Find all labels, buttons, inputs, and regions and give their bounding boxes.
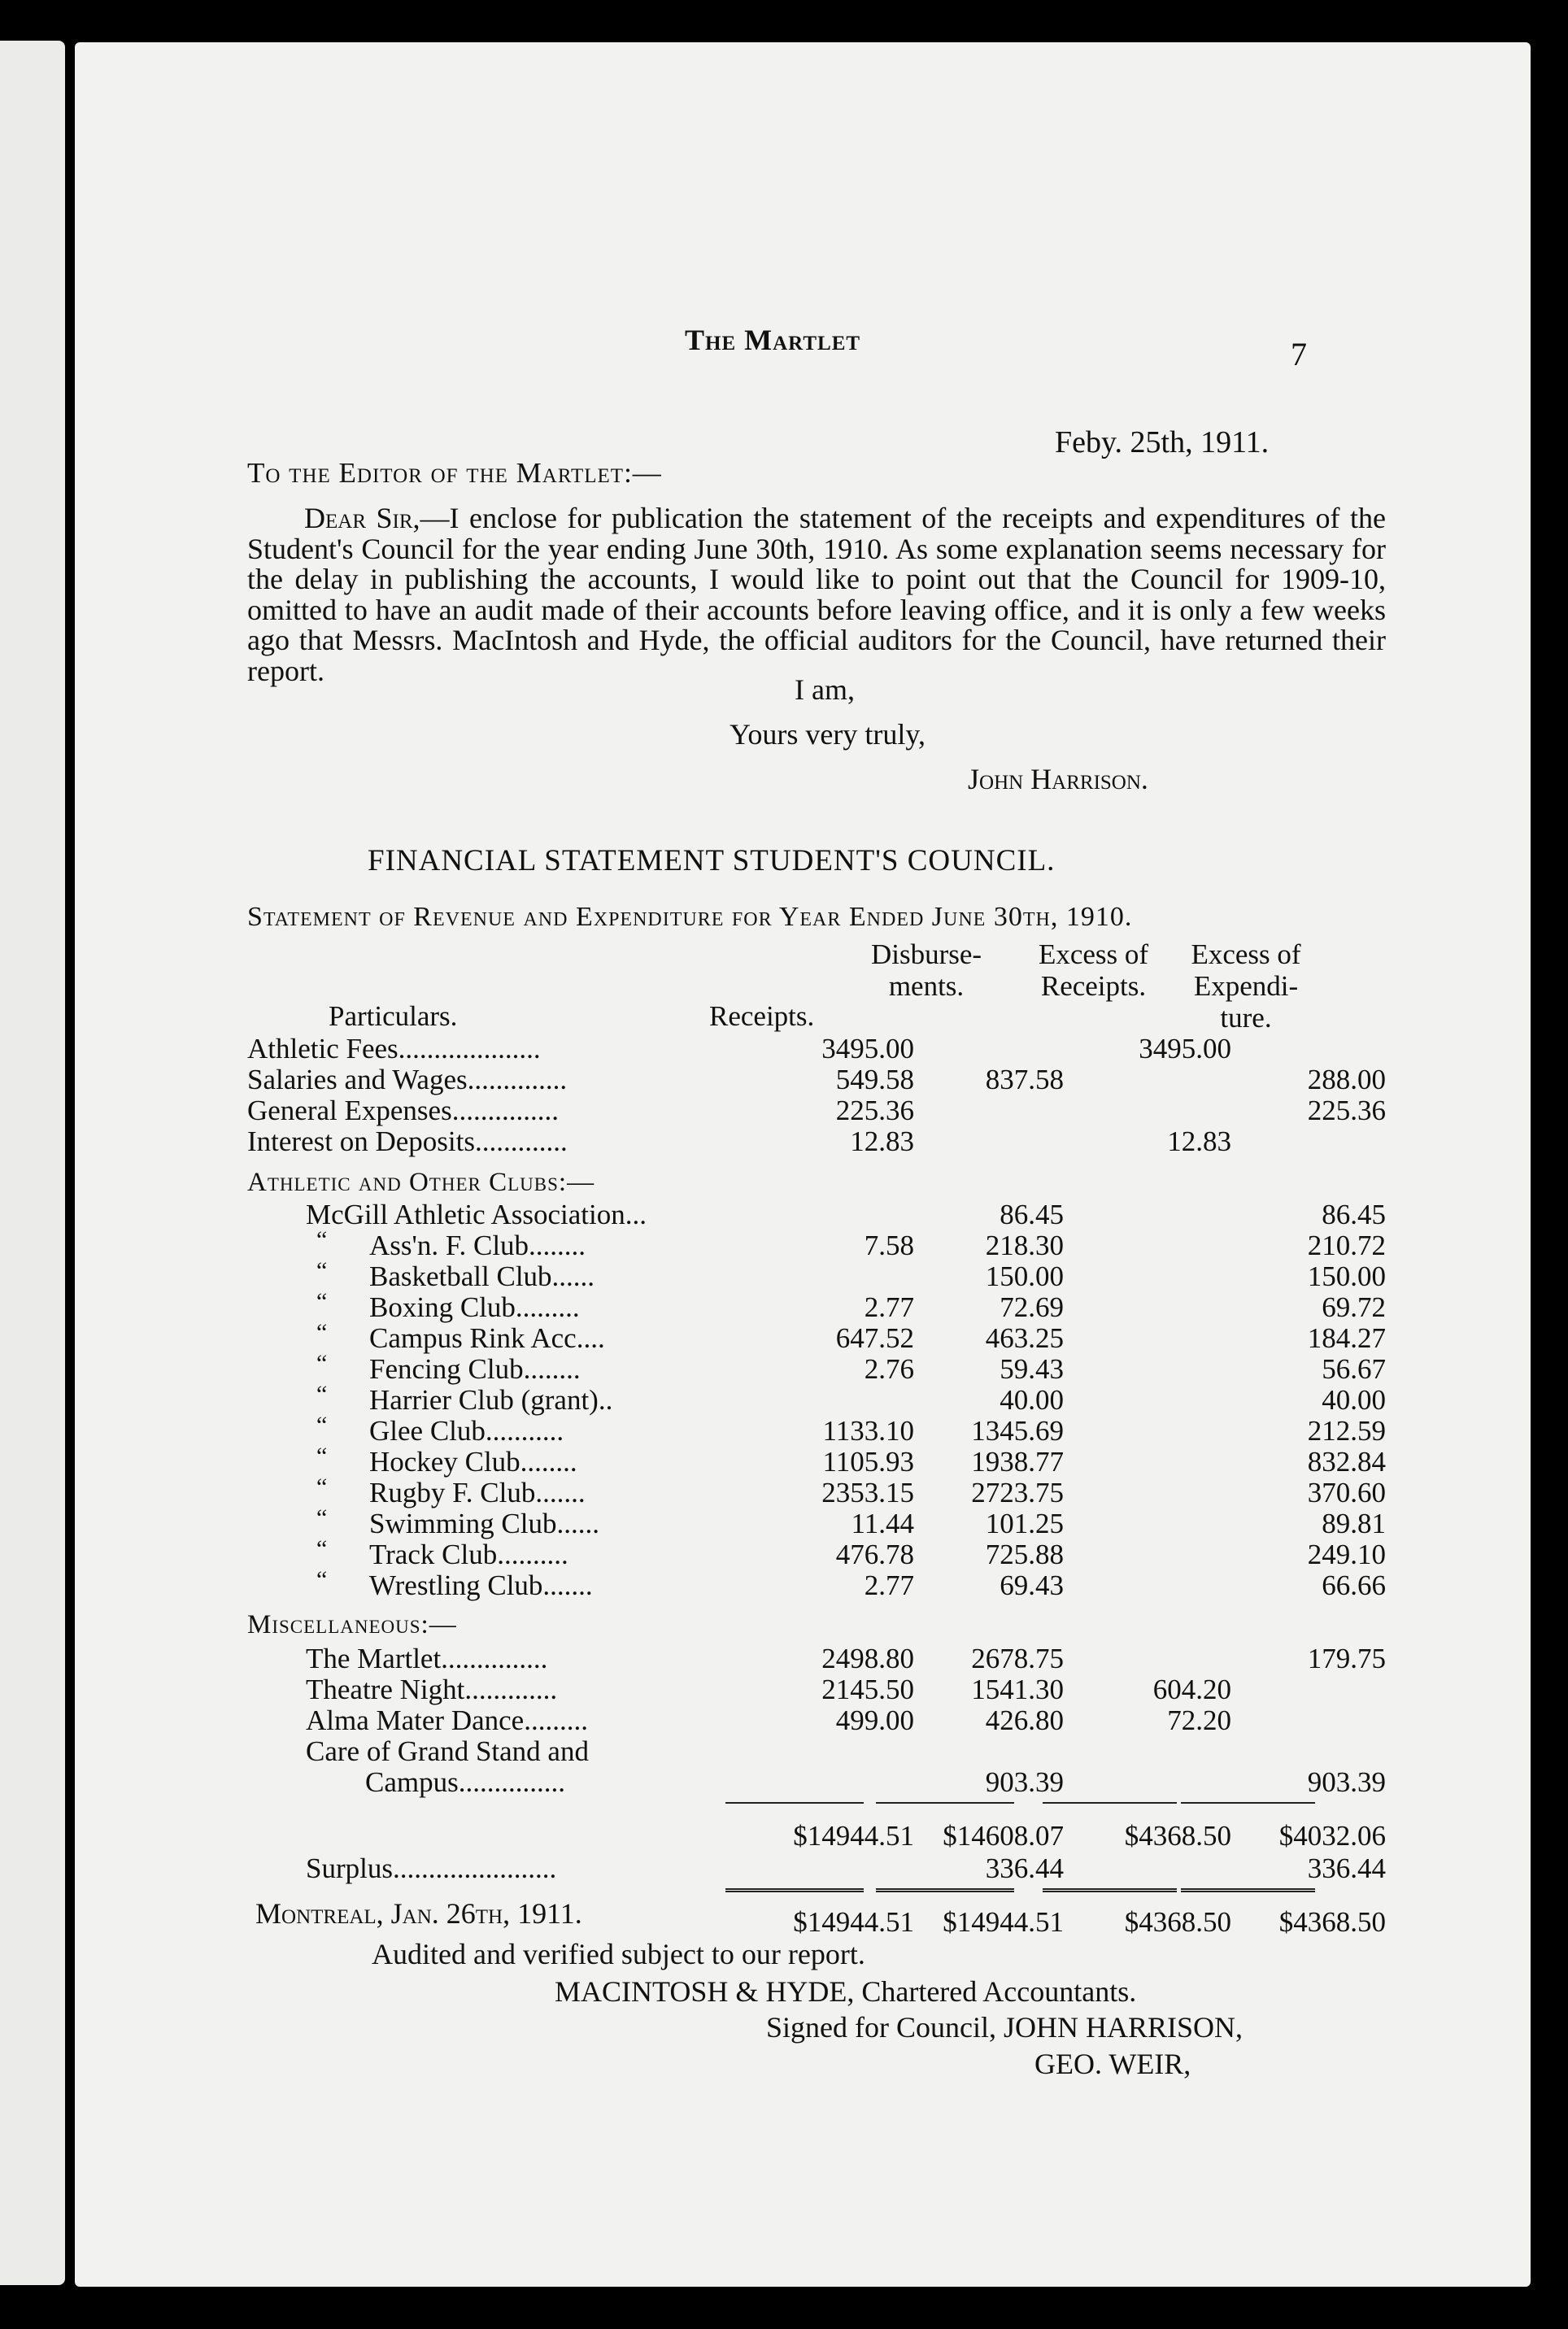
ditto-mark: “ bbox=[316, 1319, 328, 1346]
cell-disbursements: 72.69 bbox=[1000, 1291, 1064, 1323]
row-label: Care of Grand Stand and bbox=[306, 1735, 589, 1767]
cell-excess-expenditure: 210.72 bbox=[1307, 1230, 1386, 1261]
cell-receipts: 12.83 bbox=[850, 1125, 914, 1157]
letter-signature: John Harrison. bbox=[968, 763, 1148, 795]
place-date: Montreal, Jan. 26th, 1911. bbox=[255, 1897, 582, 1930]
ditto-mark: “ bbox=[316, 1443, 328, 1469]
running-header-title: The Martlet bbox=[685, 324, 861, 356]
ditto-mark: “ bbox=[316, 1257, 328, 1284]
cell-excess-expenditure: 89.81 bbox=[1322, 1508, 1386, 1539]
cell-excess-receipts: $4368.50 bbox=[1124, 1820, 1231, 1852]
table-row bbox=[247, 1095, 1402, 1125]
table-row bbox=[247, 1125, 1402, 1156]
row-label: Alma Mater Dance......... bbox=[306, 1704, 588, 1736]
letter-body-text: —I enclose for publication the statement of the receipts and expenditures of the Student's Council for the year ending June 30th, 1910. As some explanation seems necessary for the delay in publishing the accounts, I would like to point out that the Council for 1909-10, omitted to have an audit made of their accounts before leaving office, and it is only a few weeks ago that Messrs. MacIntosh and Hyde, the official auditors for the Council, have returned their report. bbox=[247, 502, 1386, 687]
cell-disbursements: 837.58 bbox=[985, 1064, 1064, 1095]
cell-excess-expenditure: 184.27 bbox=[1307, 1322, 1386, 1354]
column-rule bbox=[876, 1888, 1014, 1892]
auditors-line: MACINTOSH & HYDE, Chartered Accountants. bbox=[555, 1975, 1137, 2008]
cell-receipts: 2.77 bbox=[864, 1291, 914, 1323]
table-row bbox=[247, 1319, 1402, 1354]
cell-disbursements: $14608.07 bbox=[943, 1820, 1064, 1852]
table-row bbox=[247, 1643, 1402, 1673]
clubs-heading: Athletic and Other Clubs:— bbox=[247, 1168, 595, 1197]
cell-receipts: 476.78 bbox=[835, 1539, 914, 1570]
cell-excess-expenditure: 336.44 bbox=[1307, 1852, 1386, 1884]
ditto-mark: “ bbox=[316, 1288, 328, 1315]
cell-excess-expenditure: 56.67 bbox=[1322, 1353, 1386, 1385]
cell-excess-expenditure: 40.00 bbox=[1322, 1384, 1386, 1416]
cell-disbursements: 426.80 bbox=[985, 1704, 1064, 1736]
cell-excess-expenditure: 903.39 bbox=[1307, 1766, 1386, 1798]
column-rule bbox=[1181, 1802, 1315, 1804]
document-page bbox=[75, 42, 1531, 2287]
cell-receipts: 647.52 bbox=[835, 1322, 914, 1354]
row-label: Salaries and Wages.............. bbox=[247, 1064, 568, 1095]
cell-excess-receipts: $4368.50 bbox=[1124, 1906, 1231, 1938]
cell-disbursements: 336.44 bbox=[985, 1852, 1064, 1884]
table-row bbox=[247, 1412, 1402, 1447]
cell-excess-expenditure: 288.00 bbox=[1307, 1064, 1386, 1095]
row-label: Harrier Club (grant).. bbox=[369, 1384, 613, 1416]
cell-receipts: 2498.80 bbox=[821, 1643, 914, 1674]
table-row bbox=[247, 1766, 1402, 1796]
statement-subtitle: Statement of Revenue and Expenditure for Year Ended June 30th, 1910. bbox=[247, 902, 1133, 932]
cell-excess-expenditure: 370.60 bbox=[1307, 1477, 1386, 1508]
cell-excess-expenditure: 249.10 bbox=[1307, 1539, 1386, 1570]
table-row bbox=[247, 1033, 1402, 1063]
row-label: Fencing Club........ bbox=[369, 1353, 581, 1385]
column-rule bbox=[725, 1802, 864, 1804]
row-label: Theatre Night............. bbox=[306, 1674, 558, 1705]
ditto-mark: “ bbox=[316, 1504, 328, 1531]
ditto-mark: “ bbox=[316, 1350, 328, 1377]
ditto-mark: “ bbox=[316, 1566, 328, 1593]
cell-disbursements: 1345.69 bbox=[971, 1415, 1064, 1447]
financial-statement-title: FINANCIAL STATEMENT STUDENT'S COUNCIL. bbox=[368, 844, 1056, 877]
cell-receipts: 7.58 bbox=[864, 1230, 914, 1261]
row-label: Glee Club........... bbox=[369, 1415, 564, 1447]
row-label: General Expenses............... bbox=[247, 1095, 559, 1126]
cell-excess-expenditure: $4368.50 bbox=[1278, 1906, 1386, 1938]
second-signer: GEO. WEIR, bbox=[1034, 2048, 1191, 2080]
cell-excess-expenditure: 69.72 bbox=[1322, 1291, 1386, 1323]
letter-body bbox=[247, 503, 1386, 686]
page-number: 7 bbox=[1291, 336, 1307, 372]
cell-disbursements: 1938.77 bbox=[971, 1446, 1064, 1478]
column-rule bbox=[1181, 1888, 1315, 1892]
ditto-mark: “ bbox=[316, 1412, 328, 1439]
row-label: Campus Rink Acc.... bbox=[369, 1322, 605, 1354]
letter-greeting: Dear Sir, bbox=[304, 502, 420, 534]
adjacent-page-edge bbox=[0, 41, 65, 2285]
cell-excess-expenditure: 86.45 bbox=[1322, 1199, 1386, 1230]
table-row bbox=[247, 1199, 1402, 1229]
row-label: Campus............... bbox=[365, 1766, 565, 1798]
cell-disbursements: 1541.30 bbox=[971, 1674, 1064, 1705]
table-row bbox=[247, 1504, 1402, 1539]
row-label: Track Club.......... bbox=[369, 1539, 568, 1570]
cell-receipts: 2.77 bbox=[864, 1569, 914, 1601]
cell-disbursements: 218.30 bbox=[985, 1230, 1064, 1261]
table-row bbox=[247, 1735, 1402, 1765]
signed-line: Signed for Council, JOHN HARRISON, bbox=[766, 2011, 1244, 2044]
col-header-receipts: Receipts. bbox=[709, 1000, 815, 1032]
cell-disbursements: 463.25 bbox=[985, 1322, 1064, 1354]
column-rule bbox=[1043, 1888, 1177, 1892]
col-header-particulars: Particulars. bbox=[329, 1000, 458, 1032]
table-row bbox=[247, 1535, 1402, 1570]
letter-date: Feby. 25th, 1911. bbox=[1055, 425, 1270, 459]
cell-excess-receipts: 72.20 bbox=[1167, 1704, 1231, 1736]
row-label: Basketball Club...... bbox=[369, 1260, 595, 1292]
table-row bbox=[247, 1474, 1402, 1508]
cell-disbursements: 69.43 bbox=[1000, 1569, 1064, 1601]
ditto-mark: “ bbox=[316, 1474, 328, 1500]
cell-excess-expenditure: $4032.06 bbox=[1278, 1820, 1386, 1852]
cell-receipts: 2.76 bbox=[864, 1353, 914, 1385]
ditto-mark: “ bbox=[316, 1535, 328, 1562]
ditto-mark: “ bbox=[316, 1226, 328, 1253]
table-row bbox=[247, 1288, 1402, 1323]
row-label: Athletic Fees.................... bbox=[247, 1033, 541, 1064]
row-label: Surplus....................... bbox=[306, 1852, 557, 1884]
cell-excess-expenditure: 225.36 bbox=[1307, 1095, 1386, 1126]
cell-receipts: $14944.51 bbox=[793, 1906, 914, 1938]
cell-receipts: 2353.15 bbox=[821, 1477, 914, 1508]
cell-receipts: 499.00 bbox=[835, 1704, 914, 1736]
ditto-mark: “ bbox=[316, 1381, 328, 1408]
cell-excess-receipts: 604.20 bbox=[1152, 1674, 1231, 1705]
cell-disbursements: 40.00 bbox=[1000, 1384, 1064, 1416]
cell-disbursements: 903.39 bbox=[985, 1766, 1064, 1798]
table-row bbox=[247, 1064, 1402, 1094]
cell-disbursements: 2678.75 bbox=[971, 1643, 1064, 1674]
cell-disbursements: 725.88 bbox=[985, 1539, 1064, 1570]
column-rule bbox=[1043, 1802, 1177, 1804]
table-row bbox=[247, 1381, 1402, 1416]
col-header-excess-expenditure: Excess of Expendi- ture. bbox=[1191, 938, 1301, 1034]
table-row bbox=[247, 1257, 1402, 1292]
closing-line-2: Yours very truly, bbox=[730, 718, 926, 751]
table-row bbox=[247, 1566, 1402, 1601]
table-row bbox=[247, 1674, 1402, 1704]
audit-note: Audited and verified subject to our report. bbox=[372, 1938, 865, 1970]
row-label: Hockey Club........ bbox=[369, 1446, 577, 1478]
col-header-disbursements: Disburse- ments. bbox=[870, 938, 982, 1002]
cell-disbursements: 101.25 bbox=[985, 1508, 1064, 1539]
row-label: Ass'n. F. Club........ bbox=[369, 1230, 586, 1261]
table-row bbox=[247, 1443, 1402, 1478]
cell-disbursements: 2723.75 bbox=[971, 1477, 1064, 1508]
cell-receipts: 11.44 bbox=[851, 1508, 914, 1539]
table-row bbox=[247, 1350, 1402, 1385]
cell-receipts: $14944.51 bbox=[793, 1820, 914, 1852]
col-header-excess-receipts: Excess of Receipts. bbox=[1038, 938, 1149, 1002]
column-rule bbox=[725, 1888, 864, 1892]
table-row bbox=[247, 1820, 1402, 1850]
cell-receipts: 2145.50 bbox=[821, 1674, 914, 1705]
closing-line-1: I am, bbox=[795, 673, 855, 706]
cell-excess-expenditure: 66.66 bbox=[1322, 1569, 1386, 1601]
row-label: Swimming Club...... bbox=[369, 1508, 599, 1539]
cell-receipts: 1105.93 bbox=[822, 1446, 914, 1478]
cell-excess-expenditure: 832.84 bbox=[1307, 1446, 1386, 1478]
cell-disbursements: 150.00 bbox=[985, 1260, 1064, 1292]
row-label: Rugby F. Club....... bbox=[369, 1477, 586, 1508]
misc-heading: Miscellaneous:— bbox=[247, 1610, 457, 1639]
table-row bbox=[247, 1226, 1402, 1261]
table-row bbox=[247, 1704, 1402, 1735]
cell-receipts: 225.36 bbox=[835, 1095, 914, 1126]
cell-disbursements: 59.43 bbox=[1000, 1353, 1064, 1385]
cell-excess-expenditure: 212.59 bbox=[1307, 1415, 1386, 1447]
row-label: The Martlet............... bbox=[306, 1643, 548, 1674]
cell-receipts: 3495.00 bbox=[821, 1033, 914, 1064]
cell-excess-receipts: 3495.00 bbox=[1139, 1033, 1231, 1064]
row-label: McGill Athletic Association... bbox=[306, 1199, 647, 1230]
letter-salutation: To the Editor of the Martlet:— bbox=[247, 457, 662, 489]
cell-excess-expenditure: 179.75 bbox=[1307, 1643, 1386, 1674]
cell-excess-expenditure: 150.00 bbox=[1307, 1260, 1386, 1292]
row-label: Interest on Deposits............. bbox=[247, 1125, 568, 1157]
row-label: Wrestling Club....... bbox=[369, 1569, 593, 1601]
cell-receipts: 549.58 bbox=[835, 1064, 914, 1095]
table-row bbox=[247, 1852, 1402, 1883]
row-label: Boxing Club......... bbox=[369, 1291, 580, 1323]
cell-disbursements: $14944.51 bbox=[943, 1906, 1064, 1938]
cell-disbursements: 86.45 bbox=[1000, 1199, 1064, 1230]
cell-receipts: 1133.10 bbox=[822, 1415, 914, 1447]
cell-excess-receipts: 12.83 bbox=[1167, 1125, 1231, 1157]
column-rule bbox=[876, 1802, 1014, 1804]
